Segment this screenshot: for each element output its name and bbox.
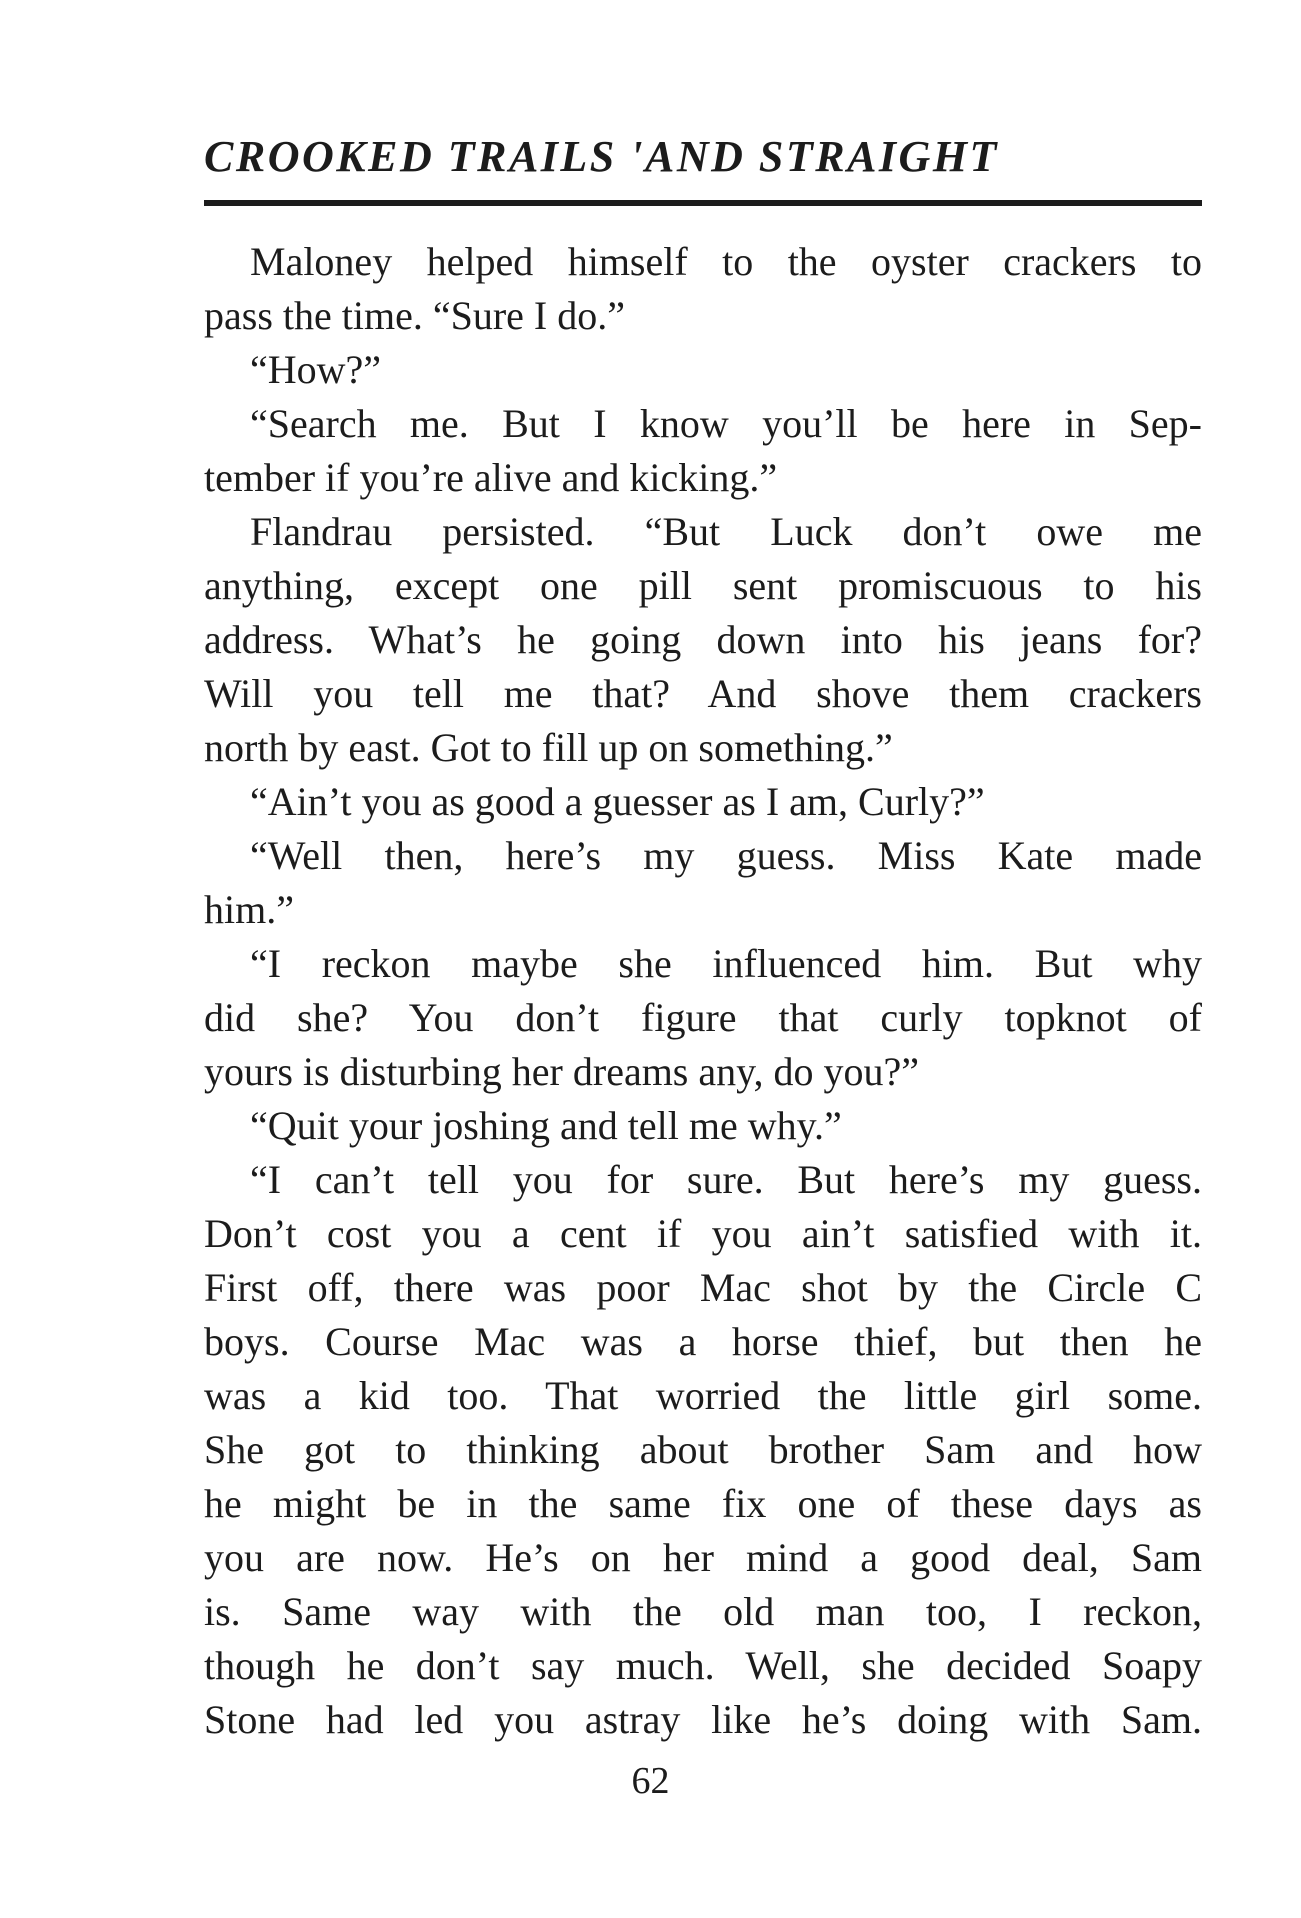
running-head: CROOKED TRAILS 'AND STRAIGHT [204, 132, 999, 181]
text-line: “Well then, here’s my guess. Miss Kate made [250, 833, 1202, 878]
header-rule [204, 200, 1202, 206]
text-line: was a kid too. That worried the little girl some. [204, 1373, 1202, 1418]
text-line: though he don’t say much. Well, she decided Soapy [204, 1643, 1202, 1688]
body-text [204, 235, 1202, 1747]
text-line: north by east. Got to fill up on something.” [204, 725, 893, 770]
text-line: Don’t cost you a cent if you ain’t satisfied with it. [204, 1211, 1202, 1256]
text-line: him.” [204, 887, 294, 932]
text-line: Maloney helped himself to the oyster crackers to [250, 239, 1202, 284]
text-line: is. Same way with the old man too, I reckon, [204, 1589, 1202, 1634]
text-line: “Ain’t you as good a guesser as I am, Curly?” [250, 779, 985, 824]
text-line: he might be in the same fix one of these days as [204, 1481, 1202, 1526]
text-line: address. What’s he going down into his jeans for? [204, 617, 1202, 662]
text-line: She got to thinking about brother Sam and how [204, 1427, 1202, 1472]
text-line: did she? You don’t figure that curly topknot of [204, 995, 1202, 1040]
text-line: pass the time. “Sure I do.” [204, 293, 625, 338]
text-line: tember if you’re alive and kicking.” [204, 455, 778, 500]
text-line: “I reckon maybe she influenced him. But why [250, 941, 1202, 986]
text-line: Will you tell me that? And shove them crackers [204, 671, 1202, 716]
text-line: anything, except one pill sent promiscuous to his [204, 563, 1202, 608]
text-line: First off, there was poor Mac shot by the Circle C [204, 1265, 1202, 1310]
text-line: “I can’t tell you for sure. But here’s my guess. [250, 1157, 1202, 1202]
text-line: yours is disturbing her dreams any, do you?” [204, 1049, 920, 1094]
text-line: Stone had led you astray like he’s doing with Sam. [204, 1697, 1202, 1742]
text-line: “Quit your joshing and tell me why.” [250, 1103, 842, 1148]
text-line: boys. Course Mac was a horse thief, but then he [204, 1319, 1202, 1364]
text-line: you are now. He’s on her mind a good deal, Sam [204, 1535, 1202, 1580]
page-number: 62 [631, 1760, 670, 1802]
text-line: “How?” [250, 347, 382, 392]
text-line: “Search me. But I know you’ll be here in Sep- [250, 401, 1202, 446]
text-line: Flandrau persisted. “But Luck don’t owe me [250, 509, 1202, 554]
